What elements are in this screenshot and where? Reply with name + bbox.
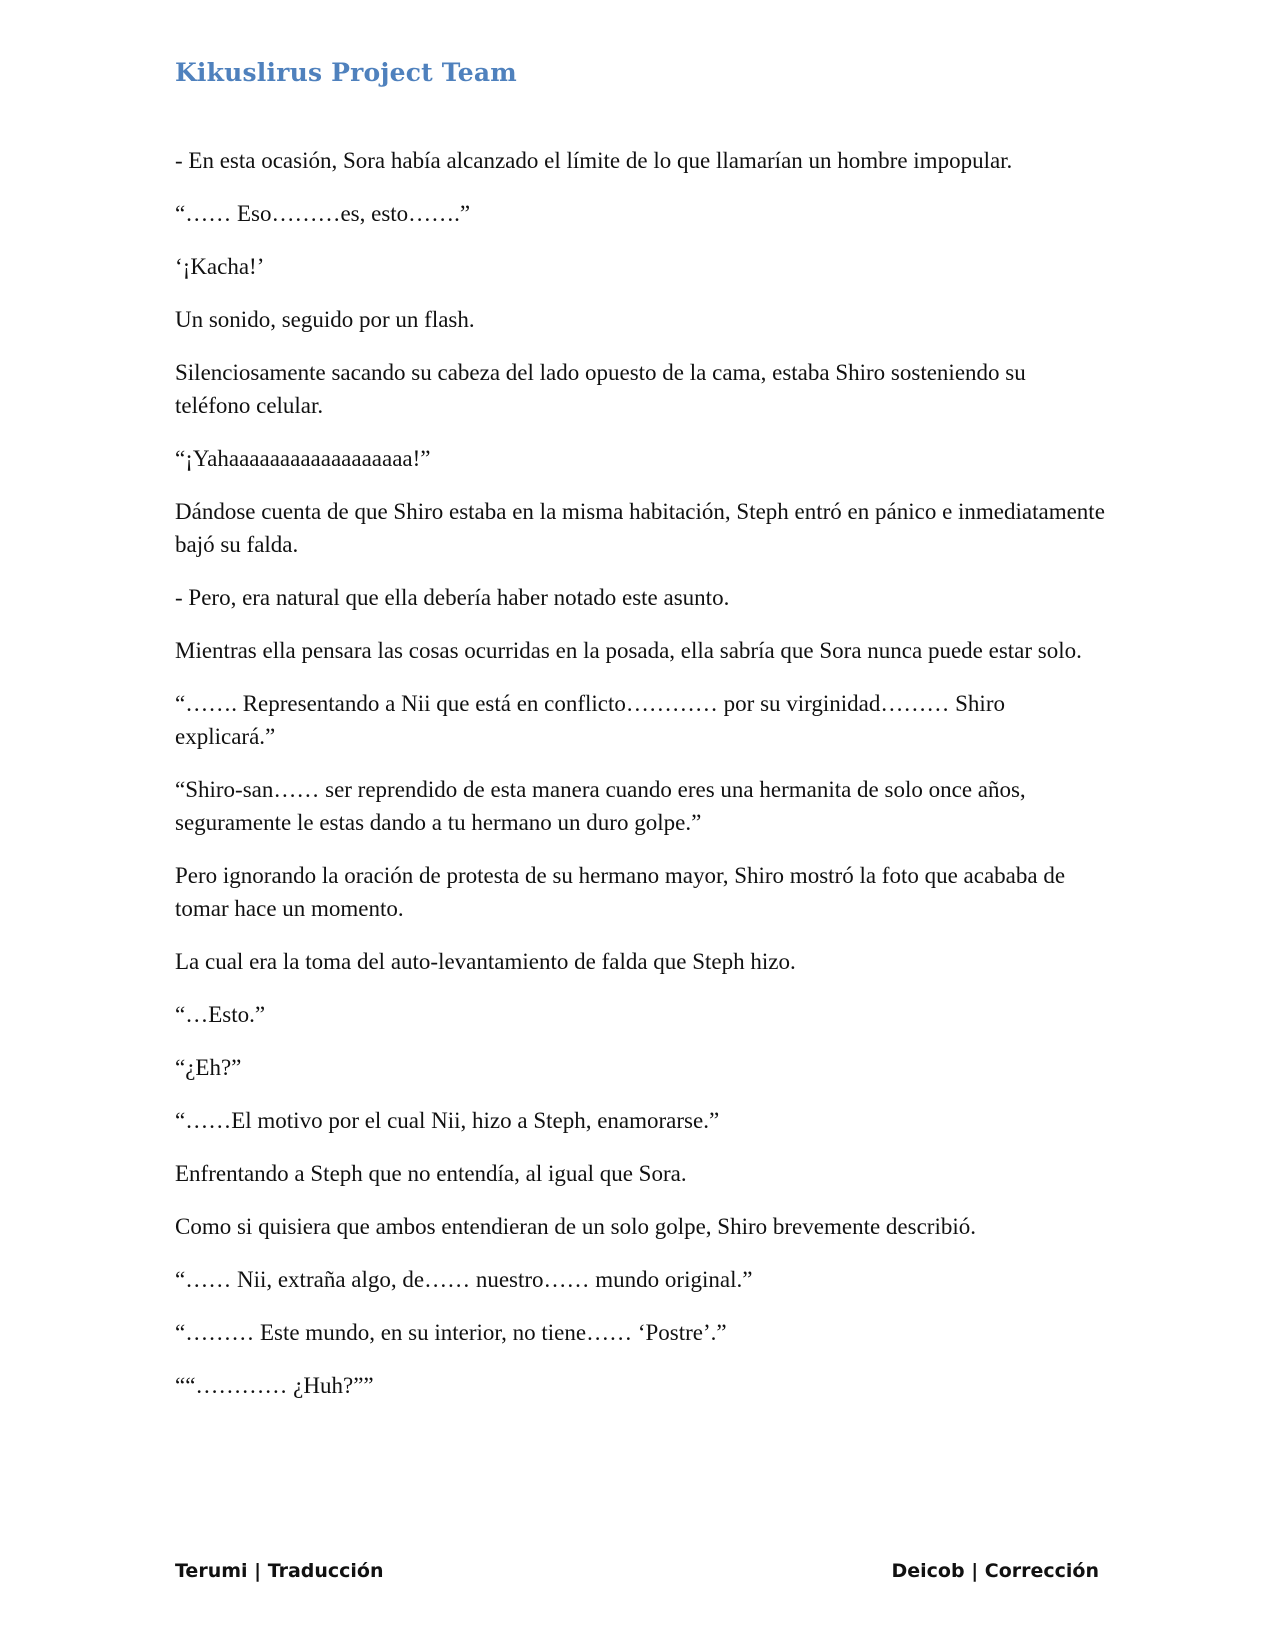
paragraph: Pero ignorando la oración de protesta de su hermano mayor, Shiro mostró la foto que acababa de tomar hace un momento.	[175, 863, 1066, 921]
paragraph: “…… Nii, extraña algo, de…… nuestro…… mundo original.”	[175, 1267, 753, 1292]
footer-proofreader-credit: Deicob | Corrección	[891, 1560, 1099, 1582]
paragraph: “……. Representando a Nii que está en conflicto………… por su virginidad……… Shiro explicará.”	[175, 691, 1005, 749]
paragraph: - Pero, era natural que ella debería haber notado este asunto.	[175, 585, 730, 610]
page-header-title: Kikuslirus Project Team	[175, 58, 517, 87]
document-body	[175, 144, 1105, 1422]
paragraph: - En esta ocasión, Sora había alcanzado el límite de lo que llamarían un hombre impopular.	[175, 148, 1013, 173]
paragraph: “¡Yahaaaaaaaaaaaaaaaaaa!”	[175, 446, 431, 471]
paragraph: “Shiro-san…… ser reprendido de esta manera cuando eres una hermanita de solo once años, seguramente le estas dando a tu hermano un duro golpe.”	[175, 777, 1026, 835]
paragraph: “…… Eso………es, esto…….”	[175, 201, 471, 226]
page-footer	[175, 1560, 1099, 1582]
paragraph: ““………… ¿Huh?””	[175, 1373, 374, 1398]
paragraph: Silenciosamente sacando su cabeza del lado opuesto de la cama, estaba Shiro sosteniendo su teléfono celular.	[175, 360, 1026, 418]
paragraph: “……El motivo por el cual Nii, hizo a Steph, enamorarse.”	[175, 1108, 720, 1133]
paragraph: Mientras ella pensara las cosas ocurridas en la posada, ella sabría que Sora nunca puede estar solo.	[175, 638, 1082, 663]
paragraph: “…Esto.”	[175, 1002, 266, 1027]
paragraph: Un sonido, seguido por un flash.	[175, 307, 475, 332]
footer-translator-credit: Terumi | Traducción	[175, 1560, 384, 1582]
paragraph: Dándose cuenta de que Shiro estaba en la misma habitación, Steph entró en pánico e inmediatamente bajó su falda.	[175, 499, 1105, 557]
paragraph: Enfrentando a Steph que no entendía, al igual que Sora.	[175, 1161, 687, 1186]
paragraph: Como si quisiera que ambos entendieran de un solo golpe, Shiro brevemente describió.	[175, 1214, 976, 1239]
paragraph: ‘¡Kacha!’	[175, 254, 265, 279]
paragraph: La cual era la toma del auto-levantamiento de falda que Steph hizo.	[175, 949, 796, 974]
paragraph: “……… Este mundo, en su interior, no tiene…… ‘Postre’.”	[175, 1320, 727, 1345]
paragraph: “¿Eh?”	[175, 1055, 242, 1080]
